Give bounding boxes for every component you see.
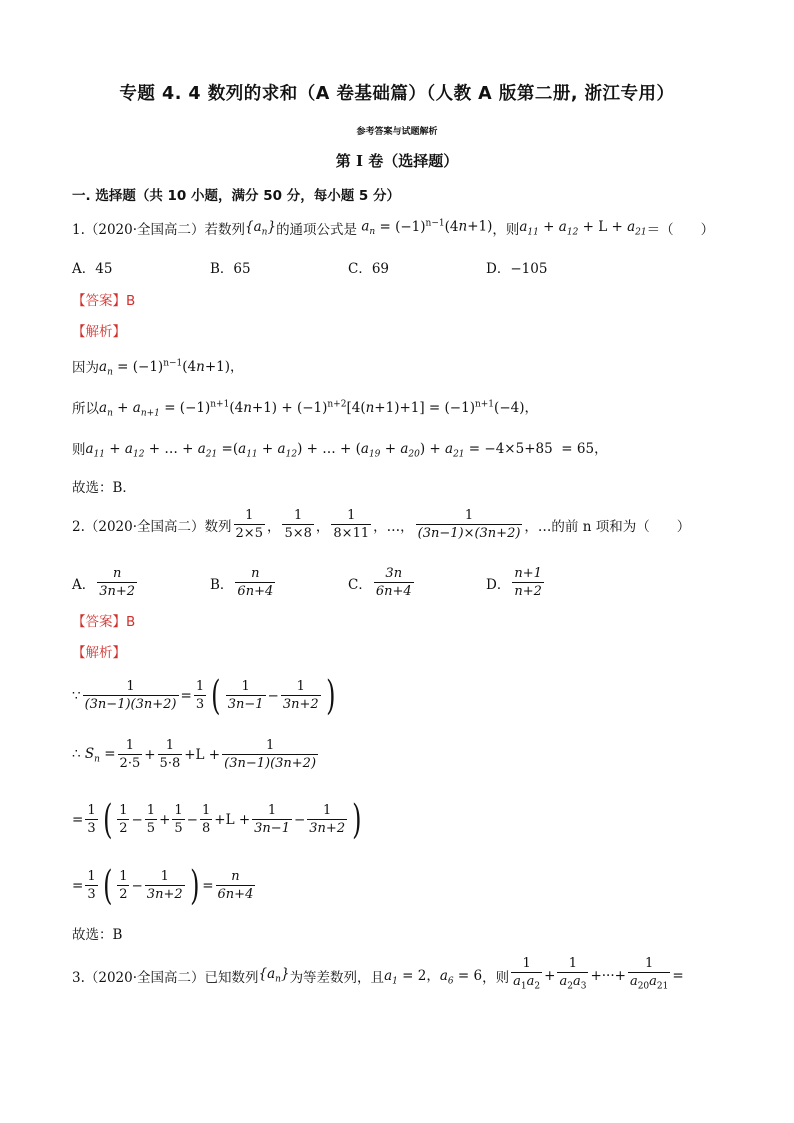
- q1-step-1: 因为 $a_n = (-1)^{n-1}(4n+1)$，: [72, 358, 244, 378]
- question-3-stem: 3.（2020·全国高二）已知数列 $\{a_n\}$ 为等差数列，且 $a_1 = 2$，$a_6 = 6$ ，则 $\frac{1}{a_1a_2}$ + $\frac{1}{a_2a_3}$ +···+ $\frac{1}{a_{20}a_{21}}$ =: [72, 956, 684, 996]
- q2-option-c[interactable]: C． $\frac{3n}{6n+4}$: [348, 566, 412, 599]
- q1-option-a[interactable]: A．45: [72, 261, 113, 277]
- q2-analysis: 【解析】: [72, 645, 126, 661]
- question-2-stem: 2.（2020·全国高二）数列 $\frac{1}{2\times 5}$ ， $\frac{1}{5\times 8}$ ， $\frac{1}{8\times 11}$ ，…， $\frac{1}{(3n-1)\times(3n+2)}$ ，…的前 n 项和为（ ）: [72, 508, 691, 541]
- q2-option-d[interactable]: D． $\frac{n+1}{n+2}$: [486, 566, 542, 599]
- q2-answer: 【答案】B: [72, 614, 136, 630]
- q1-formula: $a_n = (-1)^{n-1}(4n+1)$: [357, 218, 493, 238]
- page-subtitle: 参考答案与试题解析: [356, 127, 438, 137]
- q2-step-2: ∴ $S_n$ = $\frac{1}{2\cdot 5}$ + $\frac{1}{5\cdot 8}$ +L + $\frac{1}{(3n-1)(3n+2)}$: [72, 738, 317, 771]
- q2-step-4: = $\frac{1}{3}$ ( $\frac{1}{2}$ − $\frac{1}{3n+2}$ ) = $\frac{n}{6n+4}$: [72, 863, 254, 909]
- q1-step-3: 则 $a_{11} + a_{12}$ + … + $a_{21} =(a_{11} + a_{12})$ + … + $(a_{19} + a_{20}) + a_{21} = -4\times 5+85 = 65$，: [72, 441, 608, 460]
- q1-prefix: 1.（2020·全国高二）若数列: [72, 222, 246, 238]
- page-title: 专题 4. 4 数列的求和（A 卷基础篇）（人教 A 版第二册, 浙江专用）: [119, 84, 675, 104]
- q1-step-2: 所以 $a_n + a_{n+1} = (-1)^{n+1}(4n+1) + (-1)^{n+2}[4(n+1)+1] = (-1)^{n+1}(-4)$，: [72, 399, 538, 419]
- volume-heading: 第 I 卷（选择题）: [335, 152, 459, 170]
- q2-step-3: = $\frac{1}{3}$ ( $\frac{1}{2}$ − $\frac{1}{5}$ + $\frac{1}{5}$ − $\frac{1}{8}$ +L + $\frac{1}{3n-1}$ − $\frac{1}{3n+2}$ ): [72, 797, 362, 843]
- q1-option-d[interactable]: D．−105: [486, 261, 548, 277]
- q1-answer: 【答案】B: [72, 293, 136, 309]
- q1-option-c[interactable]: C．69: [348, 261, 390, 277]
- q1-choose: 故选：B．: [72, 480, 136, 496]
- q2-step-1: ∵ $\frac{1}{(3n-1)(3n+2)}$ = $\frac{1}{3}$ ( $\frac{1}{3n-1}$ − $\frac{1}{3n+2}$ ): [72, 673, 336, 719]
- q2-option-a[interactable]: A． $\frac{n}{3n+2}$: [72, 566, 136, 599]
- q1-analysis: 【解析】: [72, 324, 126, 340]
- q1-mid: 的通项公式是: [276, 222, 358, 238]
- q2-choose: 故选：B: [72, 927, 123, 943]
- section-heading: 一. 选择题（共 10 小题，满分 50 分，每小题 5 分）: [72, 188, 400, 204]
- q1-option-b[interactable]: B．65: [210, 261, 251, 277]
- question-1-stem: [72, 218, 714, 238]
- q1-sum: $a_{11} + a_{12} + L + a_{21}$: [519, 218, 647, 238]
- q1-end: ＝（ ）: [646, 222, 715, 238]
- q1-after: ，则: [492, 222, 520, 238]
- q1-sequence: $\{a_n\}$: [245, 218, 277, 238]
- q2-option-b[interactable]: B． $\frac{n}{6n+4}$: [210, 566, 274, 599]
